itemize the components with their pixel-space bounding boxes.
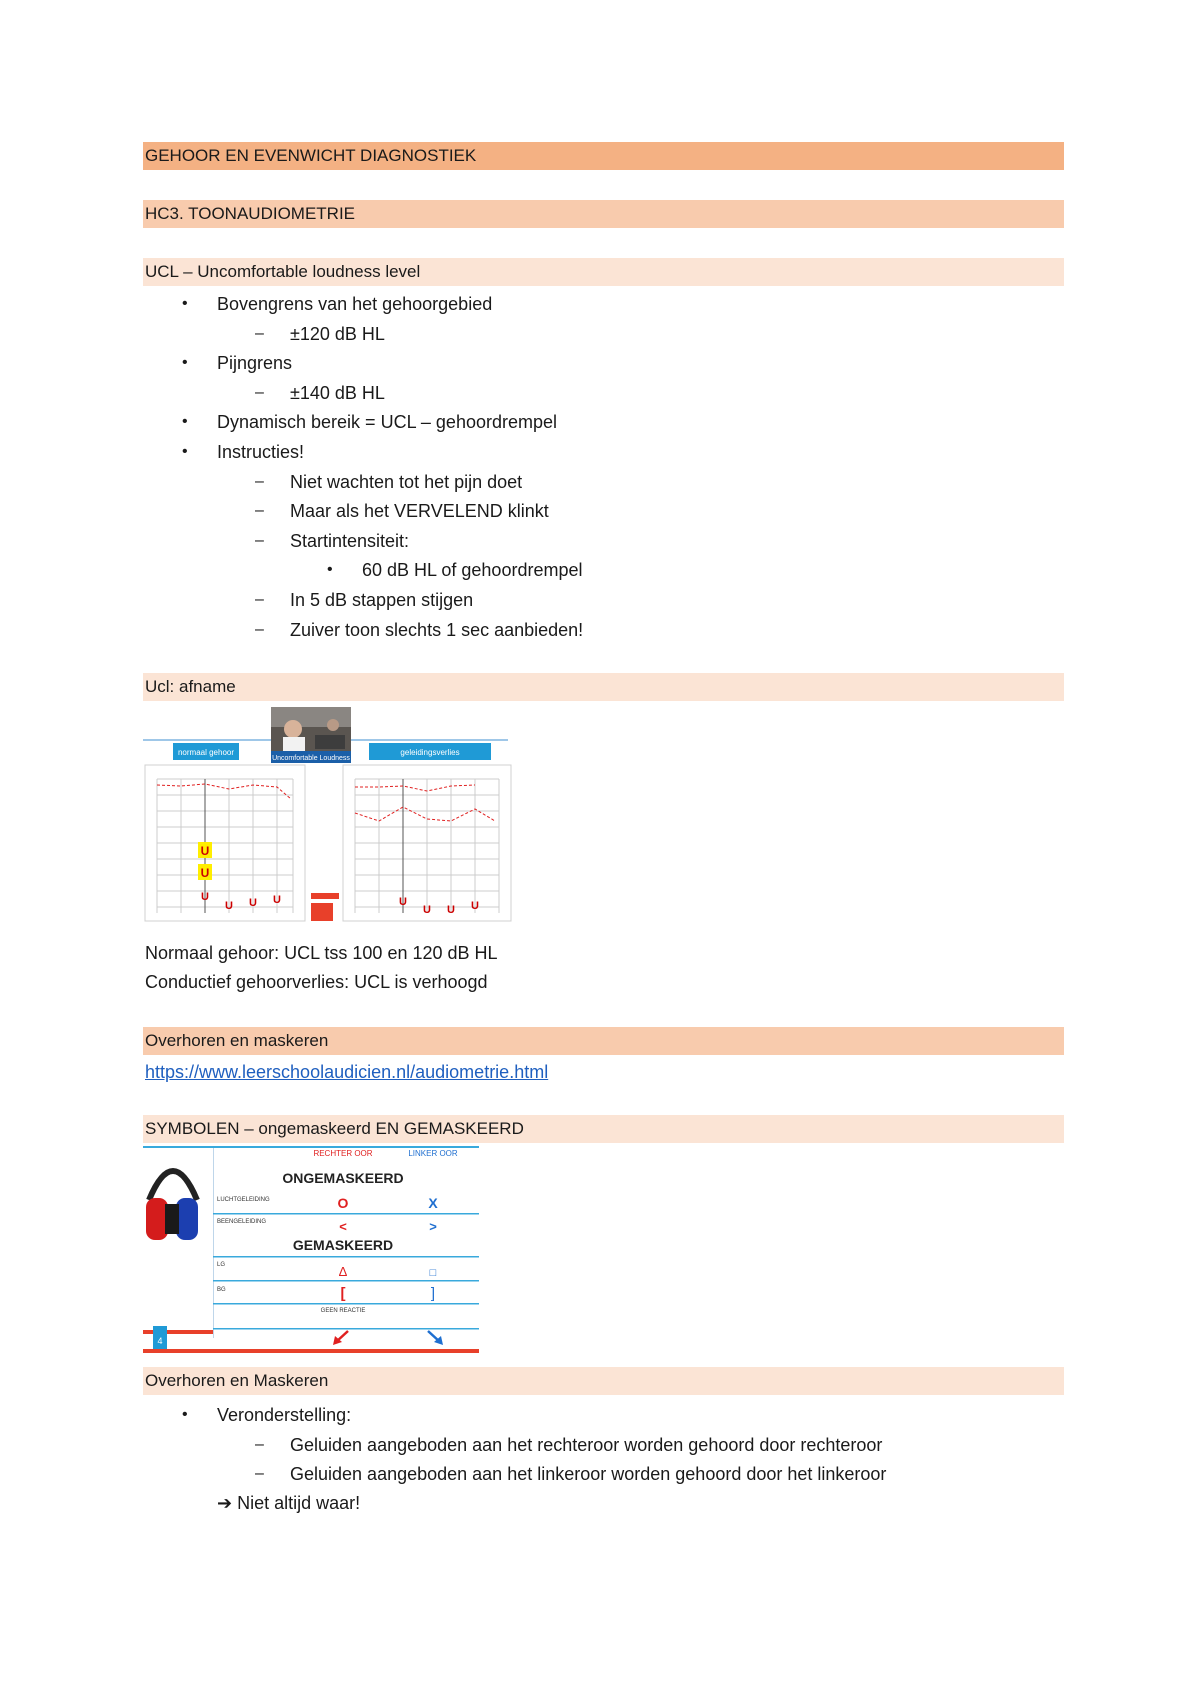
ucl-marker: U	[273, 894, 281, 906]
conclusion-text: Niet altijd waar!	[237, 1493, 361, 1513]
list-item: Maar als het VERVELEND klinkt	[290, 501, 549, 522]
ucl-marker: U	[399, 896, 407, 908]
ucl-marker: U	[447, 904, 455, 916]
list-marker: –	[255, 1465, 264, 1482]
no-response-left-arrow-icon	[428, 1331, 443, 1345]
symbol-bone-left: >	[429, 1219, 437, 1234]
list-item: Geluiden aangeboden aan het rechteroor worden gehoord door rechteroor	[290, 1434, 883, 1455]
ucl-marker: U	[423, 904, 431, 916]
symbol-lg-right: Δ	[338, 1264, 348, 1279]
arrow-right-icon: ➔	[217, 1493, 233, 1513]
row-bg: BG	[217, 1287, 226, 1293]
list-item: Zuiver toon slechts 1 sec aanbieden!	[290, 619, 584, 640]
list-item: Dynamisch bereik = UCL – gehoordrempel	[217, 412, 557, 433]
list-item: Geluiden aangeboden aan het linkeroor worden gehoord door het linkeroor	[290, 1464, 887, 1484]
ucl-marker: U	[249, 897, 257, 909]
symbol-bg-left: ]	[430, 1285, 436, 1302]
list-marker: •	[182, 295, 188, 312]
row-lg: LG	[217, 1262, 226, 1268]
list-item: Veronderstelling:	[217, 1405, 352, 1425]
audiogram-left	[145, 765, 305, 921]
list-item: Instructies!	[217, 442, 305, 462]
row-no-response: GEEN REACTIE	[320, 1308, 366, 1314]
ucl-marker: U	[201, 891, 209, 903]
label-uncomfortable-loudness: Uncomfortable Loudness	[272, 755, 350, 762]
list-marker: –	[255, 502, 264, 520]
conclusion-line	[217, 1491, 360, 1515]
masking-symbols-figure	[143, 1146, 479, 1354]
list-marker: –	[255, 324, 264, 342]
ucl-heading: UCL – Uncomfortable loudness level	[143, 258, 1064, 286]
symbol-lg-left: □	[429, 1267, 437, 1279]
overhoren-heading: Overhoren en maskeren	[143, 1027, 1064, 1055]
symbol-bone-right: <	[339, 1219, 347, 1234]
list-marker: •	[182, 443, 188, 460]
list-item: Pijngrens	[217, 353, 293, 374]
headphones-icon	[146, 1171, 198, 1240]
symbol-air-left: X	[428, 1195, 438, 1211]
overhoren-maskeren-heading: Overhoren en Maskeren	[143, 1367, 1064, 1395]
list-marker: •	[182, 413, 188, 431]
clinician-photo	[271, 707, 351, 763]
ucl-audiogram-figure	[143, 707, 515, 925]
list-item: Startintensiteit:	[290, 530, 410, 551]
list-item: ±120 dB HL	[290, 323, 385, 344]
ucl-marker: U	[471, 900, 479, 912]
list-marker: –	[255, 531, 264, 549]
list-item: ±140 dB HL	[290, 382, 385, 403]
slide-number: 4	[157, 1336, 163, 1346]
list-marker: •	[182, 1406, 188, 1423]
ucl-marker: U	[200, 844, 210, 858]
audiogram-right	[343, 765, 511, 921]
list-marker: –	[255, 383, 264, 401]
row-air-conduction: LUCHTGELEIDING	[217, 1197, 270, 1203]
list-marker: •	[327, 561, 333, 579]
list-item: 60 dB HL of gehoordrempel	[362, 560, 583, 581]
chapter-title: HC3. TOONAUDIOMETRIE	[143, 200, 1064, 228]
title-unmasked: ONGEMASKEERD	[282, 1170, 404, 1186]
list-marker: •	[182, 354, 188, 372]
conductive-loss-text: Conductief gehoorverlies: UCL is verhoogd	[145, 972, 488, 992]
list-marker: –	[255, 1435, 264, 1453]
list-item: Bovengrens van het gehoorgebied	[217, 294, 493, 314]
list-item: In 5 dB stappen stijgen	[290, 590, 474, 610]
ucl-marker: U	[200, 866, 210, 880]
label-normal-hearing: normaal gehoor	[177, 748, 235, 757]
list-marker: –	[255, 620, 264, 638]
audiometrie-link[interactable]: https://www.leerschoolaudicien.nl/audiometrie.html	[145, 1062, 549, 1082]
symbol-bg-right: [	[340, 1285, 346, 1302]
no-response-right-arrow-icon	[333, 1331, 348, 1345]
ucl-marker: U	[225, 900, 233, 912]
symbolen-heading: SYMBOLEN – ongemaskeerd EN GEMASKEERD	[143, 1115, 1064, 1143]
col-left-ear: LINKER OOR	[408, 1149, 458, 1158]
label-conductive-loss: geleidingsverlies	[400, 748, 460, 757]
list-item: Niet wachten tot het pijn doet	[290, 471, 523, 492]
col-right-ear: RECHTER OOR	[313, 1149, 373, 1158]
list-marker: –	[255, 472, 264, 490]
title-masked: GEMASKEERD	[292, 1237, 394, 1253]
afname-heading: Ucl: afname	[143, 673, 1064, 701]
list-marker: –	[255, 591, 264, 608]
normal-hearing-text: Normaal gehoor: UCL tss 100 en 120 dB HL	[145, 943, 498, 963]
row-bone-conduction: BEENGELEIDING	[217, 1219, 267, 1225]
symbol-air-right: O	[337, 1195, 349, 1211]
section-title: GEHOOR EN EVENWICHT DIAGNOSTIEK	[143, 142, 1064, 170]
